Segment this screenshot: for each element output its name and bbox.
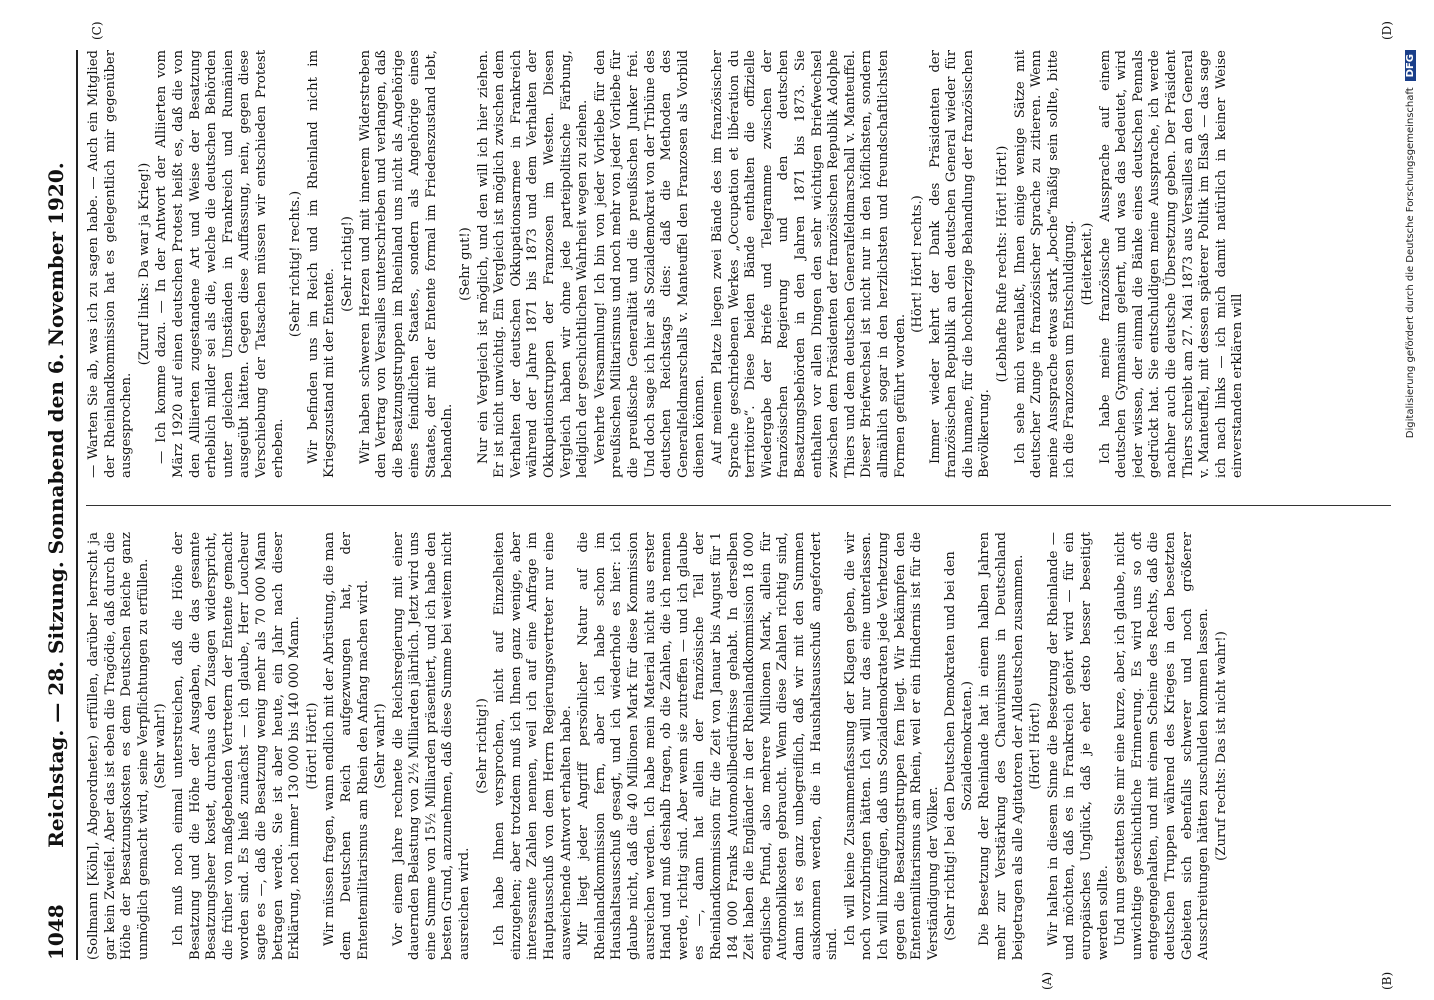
paragraph: Wir haben schweren Herzen und mit innerem Widerstreben den Vertrag von Versailles unterschrieben und verlangen, daß die Besatzungstruppen im Rheinland uns nicht als Angehörige eines feindlichen Staates, sondern als Angehörige eines Staates, der mit der Entente formal im Friedenszustand lebt, behandeln. — [357, 50, 456, 478]
paragraph: Nur ein Vergleich ist möglich, und den will ich hier ziehen. Er ist nicht unwichtig. Ein Vergleich ist möglich zwischen dem Verhalten der deutschen Okkupationsarmee in Frankreich während der Jahre 1871 bis 1873 und dem Verhalten der Okkupationstruppen der Franzosen im Westen. Diesen Vergleich haben wir ohne jede parteipolitische Färbung, lediglich der geschichtlichen Wahrheit wegen zu ziehen. — [475, 50, 591, 478]
page-number: 1048 — [44, 904, 68, 960]
interjection: (Zuruf rechts: Das ist nicht wahr!) — [1213, 631, 1229, 861]
paragraph: Ich will keine Zusammenfassung der Klagen geben, die wir noch vorzubringen hätten. Ich will nur das eine unterlassen. Ich will hinzufügen, daß uns Sozialdemokraten jede Verhetzung gegen die Besatzungstruppen fern liegt. Wir bekämpfen den Ententemilitarismus am Rhein, weil er ein Hindernis ist für die Verständigung der Völker. — [842, 532, 941, 960]
margin-marker-d: (D) — [1380, 21, 1394, 40]
paragraph: Mir liegt jeder Angriff persönlicher Natur auf die Rheinlandkommission fern, aber ich habe schon im Haushaltsausschuß gesagt, und ich wiederhole es hier: ich glaube nicht, daß die 40 Millionen Mark für diese Kommission ausreichen werden. Ich habe mein Material nicht aus erster Hand und muß deshalb fragen, ob die Zahlen, die ich nennen werde, richtig sind. Aber wenn sie zutreffen — und ich glaube es —, dann hat allein der französische Teil der Rheinlandkommission für die Zeit von Januar bis August für 1 184 000 Franks Automobilbedürfnisse gehabt. In derselben Zeit haben die Engländer in der Rheinlandkommission 18 000 englische Pfund, also mehrere Millionen Mark, allein für Automobilkosten gebraucht. Wenn diese Zahlen richtig sind, dann ist es ganz unbegreiflich, daß wir mit den Summen auskommen werden, die in Haushaltsausschuß angefordert sind. — [576, 532, 841, 960]
paragraph: Die Besetzung der Rheinlande hat in einem halben Jahren mehr zur Verstärkung des Chauvinismus in Deutschland beigetragen als alle Agitatoren der Alldeutschen zusammen. — [977, 532, 1026, 960]
left-column — [86, 532, 1391, 960]
interjection: (Sehr richtig! rechts.) — [288, 190, 304, 338]
paragraph: Immer wieder kehrt der Dank des Präsidenten der französischen Republik an den deutschen General wieder für die humane, für die hochherzige Behandlung der französischen Bevölkerung. — [927, 50, 993, 478]
margin-marker-c: (C) — [90, 21, 104, 40]
interjection: (Sehr gut!) — [458, 227, 474, 301]
paragraph: Verehrte Versammlung! Ich bin von jeder Vorliebe für den preußischen Militarismus und noch mehr von jeder Vorliebe für die preußische Generalität und die preußischen Junker frei. Und doch sage ich hier als Sozialdemokrat von der Tribüne des deutschen Reichstags dies: daß die Methoden des Generalfeldmarschalls v. Manteuffel den Franzosen als Vorbild dienen können. — [592, 50, 708, 478]
interjection: (Sehr richtig!) — [474, 698, 490, 794]
header-rule — [76, 50, 78, 960]
paragraph: Wir halten in diesem Sinne die Besetzung der Rheinlande — und möchten, daß es in Frankreich gehört wird — für ein europäisches Unglück, daß je eher desto besser beseitigt werden sollte. — [1045, 532, 1111, 960]
interjection: (Hört! Hört!) — [304, 702, 320, 790]
digitization-credit — [1405, 50, 1416, 960]
paragraph: Auf meinem Platze liegen zwei Bände des im französischer Sprache geschriebenen Werkes „Occupation et libération du territoire“. Diese beiden Bände enthalten die offizielle Wiedergabe der Briefe und Telegramme zwischen der französischen Regierung und den deutschen Besatzungsbehörden in den Jahren 1871 bis 1873. Sie enthalten vor allen Dingen den sehr wichtigen Briefwechsel zwischen dem Präsidenten der französischen Republik Adolphe Thiers und dem deutschen Generalfeldmarschall v. Manteuffel. Dieser Briefwechsel ist nicht nur in den höflichsten, sondern allmählich sogar in den herzlichsten und freundschaftlichsten Formen geführt worden. — [709, 50, 908, 478]
interjection: (Hört! Hört!) — [1028, 702, 1044, 790]
interjection: (Hört! Hört! rechts.) — [910, 195, 926, 333]
page-header — [40, 50, 72, 960]
paragraph: (Sollmann [Köln], Abgeordneter.) erfüllen, darüber herrscht ja gar kein Zweifel. Aber das ist eben die Tragödie, daß durch die Höhe der Besatzungskosten es dem Deutschen Reiche ganz unmöglich gemacht wird, seine Verpflichtungen zu erfüllen. — [86, 532, 151, 960]
dfg-logo: DFG — [1405, 50, 1416, 81]
right-column — [86, 50, 1391, 478]
paragraph: Und nun gestatten Sie mir eine kurze, aber, ich glaube, nicht unwichtige geschichtliche Erinnerung. Es wird uns so oft entgegengehalten, und mit einem Scheine des Rechts, daß die deutschen Truppen während des Krieges in den besetzten Gebieten sich ebenfalls schwerer und noch größerer Ausschreitungen hätten zuschulden kommen lassen. — [1113, 532, 1212, 960]
interjection: (Zuruf links: Da war ja Krieg!) — [136, 162, 152, 366]
paragraph: Ich muß noch einmal unterstreichen, daß die Höhe der Besatzung und die Höhe der Ausgaben, die das gesamte Besatzungsheer kostet, durchaus den Zusagen widerspricht, die früher von maßgebenden Vertretern der Entente gemacht worden sind. Es hieß zunächst — ich glaube, Herr Loucheur sagte es —, daß die Besatzung wenig mehr als 70 000 Mann betragen werde. Sie ist aber heute, ein Jahr nach dieser Erklärung, noch immer 130 000 bis 140 000 Mann. — [170, 532, 303, 960]
interjection: (Lebhafte Rufe rechts: Hört! Hört!) — [995, 145, 1011, 383]
page-title: Reichstag. — 28. Sitzung. Sonnabend den 6. November 1920. — [44, 162, 68, 848]
paragraph: Wir müssen fragen, wann endlich mit der Abrüstung, die man dem Deutschen Reich aufgezwungen hat, der Ententemilitarismus am Rhein den Anfang machen wird. — [322, 532, 371, 960]
paragraph: Ich habe Ihnen versprochen, nicht auf Einzelheiten einzugehen; aber trotzdem muß ich Ihnen ganz wenige, aber interessante Zahlen nennen, weil ich auf eine Anfrage im Hauptausschuß von dem Herrn Regierungsvertreter nur eine ausweichende Antwort erhalten habe. — [492, 532, 574, 960]
interjection: (Sehr wahr!) — [373, 703, 389, 789]
paragraph: Ich habe meine französische Aussprache auf einem deutschen Gymnasium gelernt, und was das bedeutet, wird jeder wissen, der einmal die Bänke eines deutschen Pennals gedrückt hat. Sie entschuldigen meine Aussprache, ich werde nachher auch die deutsche Übersetzung geben. Der Präsident Thiers schreibt am 27. Mai 1873 aus Versailles an den General v. Manteuffel, mit dessen späterer Politik im Elsaß — das sage ich nach links — ich mich damit natürlich in keiner Weise einverstanden erklären will — [1097, 50, 1246, 478]
interjection: (Sehr wahr!) — [153, 703, 169, 789]
paragraph: — Warten Sie ab, was ich zu sagen habe. — Auch ein Mitglied der Rheinlandkommission hat es gelegentlich mir gegenüber ausgesprochen. — [86, 50, 135, 478]
interjection: (Heiterkeit.) — [1080, 222, 1096, 306]
interjection: (Sehr richtig!) — [339, 216, 355, 312]
margin-marker-b: (B) — [1380, 971, 1394, 990]
interjection: (Sehr richtig! bei den Deutschen Demokraten und bei den Sozialdemokraten.) — [943, 551, 975, 941]
paragraph: Wir befinden uns im Reich und im Rheinland nicht im Kriegszustand mit der Entente. — [305, 50, 338, 478]
credit-text: Digitalisierung gefördert durch die Deutsche Forschungsgemeinschaft — [1405, 87, 1416, 439]
paragraph: Vor einem Jahre rechnete die Reichsregierung mit einer dauernden Belastung von 2½ Milliarden jährlich. Jetzt wird uns eine Summe von 15½ Milliarden präsentiert, und ich habe den besten Grund, anzunehmen, daß diese Summe bei weitem nicht ausreichen wird. — [390, 532, 473, 960]
margin-marker-a: (A) — [1040, 971, 1054, 990]
column-divider — [86, 505, 1391, 506]
paragraph: Ich sehe mich veranlaßt, Ihnen einige wenige Sätze mit deutscher Zunge in französischer Sprache zu zitieren. Wenn meine Aussprache etwas stark „boche“mäßig sein sollte, bitte ich die Franzosen um Entschuldigung. — [1012, 50, 1078, 478]
paragraph: — Ich komme dazu. — In der Antwort der Alliierten vom März 1920 auf einen deutschen Protest heißt es, daß die von den Alliierten zugestandene Art und Weise der Besatzung erheblich milder sei als die, welche die deutschen Behörden unter gleichen Umständen in Frankreich und Rumänien ausgeübt hätten. Gegen diese Auffassung, nein, gegen diese Verschiebung der Tatsachen müssen wir entschieden Protest erheben. — [154, 50, 286, 478]
